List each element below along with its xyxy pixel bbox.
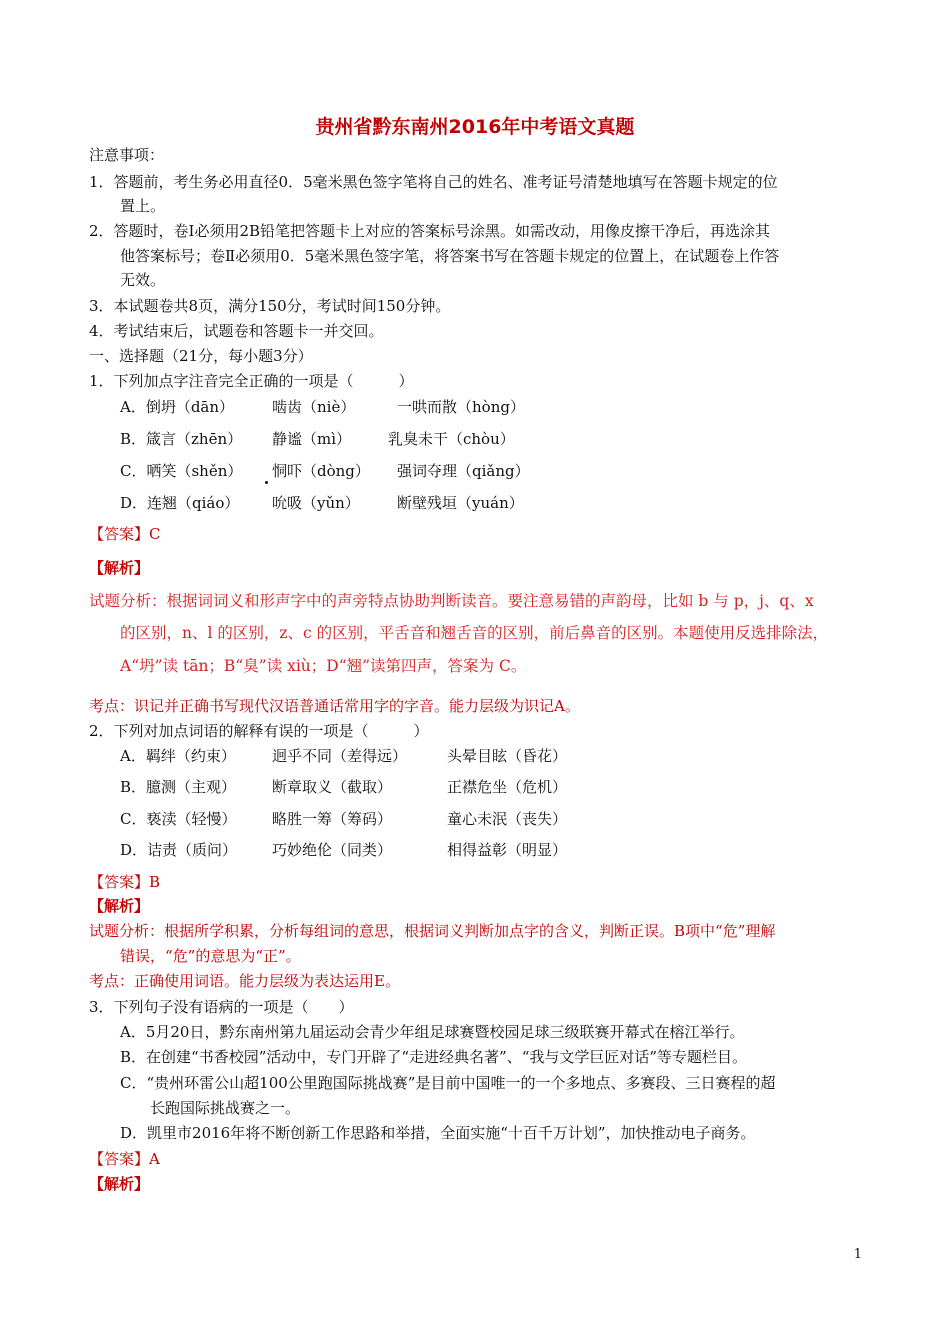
notice-item-2-cont2: 无效。 <box>120 271 166 289</box>
q2-analysis-line-2: 错误，“危”的意思为“正”。 <box>120 947 301 965</box>
q2-option-d-2: 巧妙绝伦（同类） <box>272 841 393 859</box>
q3-option-d: D．凯里市2016年将不断创新工作思路和举措，全面实施“十百千万计划”，加快推动电子商务。 <box>120 1124 756 1142</box>
q1-analysis-line-1: 试题分析：根据词词义和形声字中的声旁特点协助判断读音。要注意易错的声韵母，比如 b 与 p，j、q、x <box>89 592 814 610</box>
notice-item-2-cont: 他答案标号；卷Ⅱ必须用0．5毫米黑色签字笔，将答案书写在答题卡规定的位置上，在试题卷上作答 <box>120 247 780 265</box>
notice-heading: 注意事项： <box>89 146 165 164</box>
q2-option-c-3: 童心未泯（丧失） <box>447 810 568 828</box>
q2-exam-point: 考点：正确使用词语。能力层级为表达运用E。 <box>89 972 400 990</box>
q1-option-d-3: 断壁残垣（yuán） <box>397 494 524 512</box>
q1-option-a-3: 一哄而散（hòng） <box>397 398 525 416</box>
q3-answer: 【答案】A <box>89 1150 160 1168</box>
page-title: 贵州省黔东南州2016年中考语文真题 <box>315 116 635 138</box>
q3-option-b: B．在创建“书香校园”活动中，专门开辟了“走进经典名著”、“我与文学巨匠对话”等专题栏目。 <box>120 1048 748 1066</box>
q3-option-c-cont: 长跑国际挑战赛之一。 <box>150 1099 301 1117</box>
q2-option-b-1: B．臆测（主观） <box>120 778 237 796</box>
q1-option-c-2: 恫吓（dòng） <box>272 462 370 480</box>
notice-item-1: 1．答题前，考生务必用直径0．5毫米黑色签字笔将自己的姓名、准考证号清楚地填写在答题卡规定的位 <box>89 173 778 191</box>
notice-item-4: 4．考试结束后，试题卷和答题卡一并交回。 <box>89 322 384 340</box>
q1-option-a-1: A．倒坍（dān） <box>120 398 235 416</box>
notice-item-3: 3．本试题卷共8页，满分150分，考试时间150分钟。 <box>89 297 451 315</box>
q1-option-d-2: 吮吸（yǔn） <box>272 494 360 512</box>
q1-option-b-1: B．箴言（zhēn） <box>120 430 243 448</box>
q2-option-c-1: C．亵渎（轻慢） <box>120 810 237 828</box>
q2-analysis-label: 【解析】 <box>89 897 150 915</box>
q2-option-b-2: 断章取义（截取） <box>272 778 393 796</box>
q1-option-c-1: C．哂笑（shěn） <box>120 462 243 480</box>
q2-option-a-1: A．羁绊（约束） <box>120 747 236 765</box>
q1-option-b-2: 静谧（mì） <box>272 430 352 448</box>
q3-option-c: C．“贵州环雷公山超100公里跑国际挑战赛”是目前中国唯一的一个多地点、多赛段、三日赛程的超 <box>120 1074 776 1092</box>
q1-analysis-line-2: 的区别，n、l 的区别，z、c 的区别，平舌音和翘舌音的区别，前后鼻音的区别。本题使用反选排除法， <box>120 624 829 642</box>
q2-option-d-3: 相得益彰（明显） <box>447 841 568 859</box>
q2-option-a-3: 头晕目眩（昏花） <box>447 747 568 765</box>
q3-stem: 3．下列句子没有语病的一项是（ ） <box>89 998 354 1016</box>
q2-option-b-3: 正襟危坐（危机） <box>447 778 568 796</box>
q2-stem: 2．下列对加点词语的解释有误的一项是（ ） <box>89 722 429 740</box>
q1-option-a-2: 啮齿（niè） <box>272 398 356 416</box>
q3-option-a: A．5月20日，黔东南州第九届运动会青少年组足球赛暨校园足球三级联赛开幕式在榕江举行。 <box>120 1023 745 1041</box>
q1-analysis-line-3: A“坍”读 tān；B“臭”读 xiù；D“翘”读第四声，答案为 C。 <box>120 657 527 675</box>
q1-answer: 【答案】C <box>89 525 161 543</box>
notice-item-1-cont: 置上。 <box>120 197 166 215</box>
q1-stem: 1．下列加点字注音完全正确的一项是（ ） <box>89 372 414 390</box>
q1-option-c-3: 强词夺理（qiǎng） <box>397 462 530 480</box>
q2-analysis-line-1: 试题分析：根据所学积累，分析每组词的意思，根据词义判断加点字的含义，判断正误。B项中“危”理解 <box>89 922 776 940</box>
q1-analysis-label: 【解析】 <box>89 559 150 577</box>
page-number: 1 <box>853 1247 862 1262</box>
q2-option-c-2: 略胜一筹（筹码） <box>272 810 393 828</box>
notice-item-2: 2．答题时，卷Ⅰ必须用2B铅笔把答题卡上对应的答案标号涂黑。如需改动，用像皮擦干净后，再选涂其 <box>89 222 771 240</box>
emphasis-dot <box>265 481 268 484</box>
q1-option-b-3: 乳臭未干（chòu） <box>388 430 515 448</box>
q1-option-d-1: D．连翘（qiáo） <box>120 494 240 512</box>
q2-option-d-1: D．诘责（质问） <box>120 841 238 859</box>
q2-option-a-2: 迥乎不同（差得远） <box>272 747 408 765</box>
q1-exam-point: 考点：识记并正确书写现代汉语普通话常用字的字音。能力层级为识记A。 <box>89 697 580 715</box>
section-heading: 一、选择题（21分，每小题3分） <box>89 347 313 365</box>
q3-analysis-label: 【解析】 <box>89 1175 150 1193</box>
q2-answer: 【答案】B <box>89 873 161 891</box>
